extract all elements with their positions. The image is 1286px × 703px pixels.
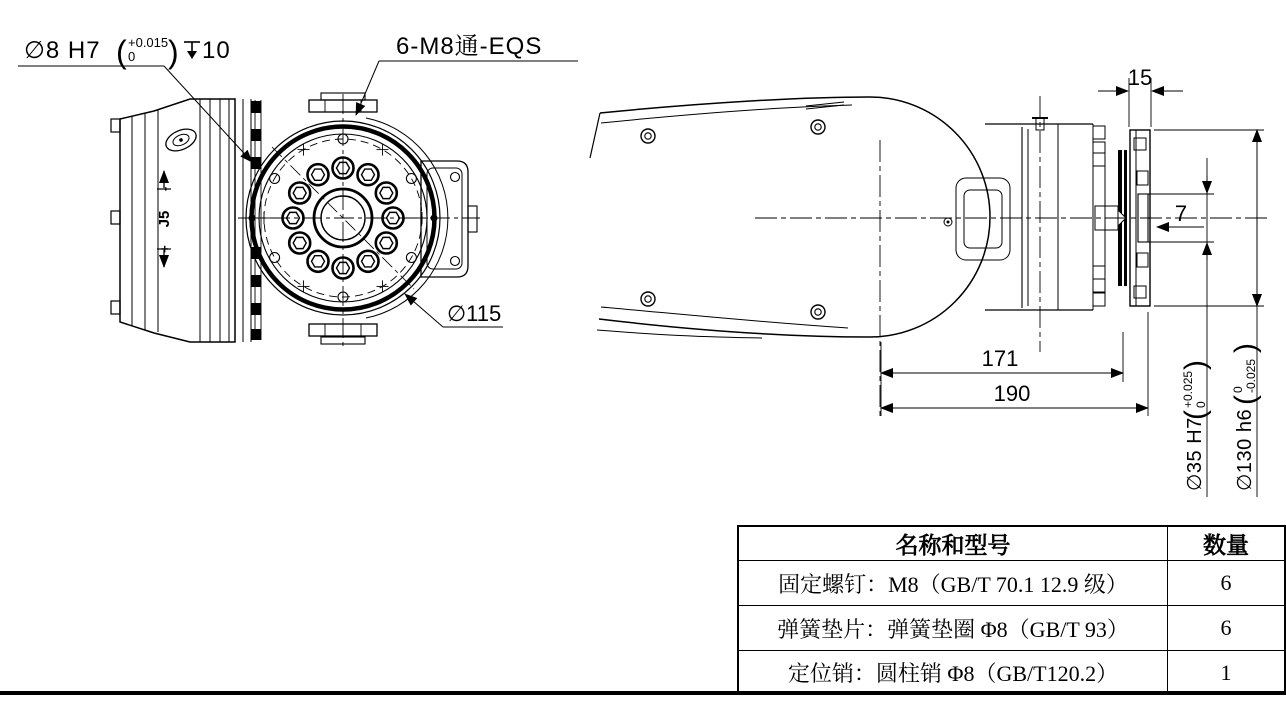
bom-cell-name: 定位销：圆柱销 Φ8（GB/T120.2） (787, 661, 1119, 686)
bore-tol-lower: 0 (128, 49, 136, 64)
joint-label: J5 (156, 210, 173, 228)
od-tol-lower: -0.025 (1244, 358, 1258, 393)
joint-minus-sign: - (157, 186, 172, 192)
paren-open: ( (1179, 410, 1212, 420)
dim-7: 7 (1174, 201, 1188, 226)
table-row (739, 560, 1284, 605)
dim-171: 171 (981, 346, 1019, 371)
paren-close: ) (1179, 360, 1212, 370)
front-view (111, 93, 480, 348)
bore-callout-text: ∅8 H7 (24, 37, 101, 64)
side-view (590, 96, 1270, 418)
flange-dia-text: ∅115 (447, 301, 502, 326)
bom-header-name: 名称和型号 (895, 533, 1011, 558)
od-tol-upper: 0 (1231, 386, 1245, 393)
bom-cell-qty: 6 (1167, 561, 1284, 605)
table-row (739, 650, 1284, 694)
bore-callout (24, 34, 231, 70)
paren-open: ( (116, 34, 127, 70)
bolt-callout-text: 6-M8通-EQS (396, 33, 543, 60)
bom-header-qty: 数量 (1167, 527, 1284, 560)
bom-header-row (739, 527, 1284, 560)
pilot-tol-lower: 0 (1194, 401, 1208, 408)
flange-od-text: ∅130 h6 (1234, 408, 1256, 491)
bom-cell-qty: 6 (1167, 606, 1284, 650)
bom-table (737, 525, 1286, 694)
bom-cell-name: 固定螺钉：M8（GB/T 70.1 12.9 级） (778, 571, 1128, 597)
oval-boss (163, 125, 200, 155)
table-row (739, 605, 1284, 650)
page-bottom-rule (0, 691, 1286, 695)
pilot-tol-upper: +0.025 (1181, 370, 1195, 408)
bom-cell-name: 弹簧垫片：弹簧垫圈 Φ8（GB/T 93） (777, 616, 1129, 642)
joint-axis-marking (156, 171, 173, 267)
dimensions (18, 61, 1264, 497)
dim-15: 15 (1127, 65, 1153, 90)
paren-close: ) (1229, 343, 1262, 353)
bom-cell-qty: 1 (1167, 651, 1284, 694)
paren-close: ) (168, 34, 179, 70)
bore-tol-upper: +0.015 (128, 35, 169, 50)
pilot-bore-text: ∅35 H7 (1184, 417, 1206, 491)
joint-plus-sign: + (157, 245, 172, 253)
bore-depth-value: 10 (202, 37, 231, 64)
depth-icon (184, 42, 200, 59)
paren-open: ( (1229, 395, 1262, 405)
dim-190: 190 (993, 381, 1031, 406)
